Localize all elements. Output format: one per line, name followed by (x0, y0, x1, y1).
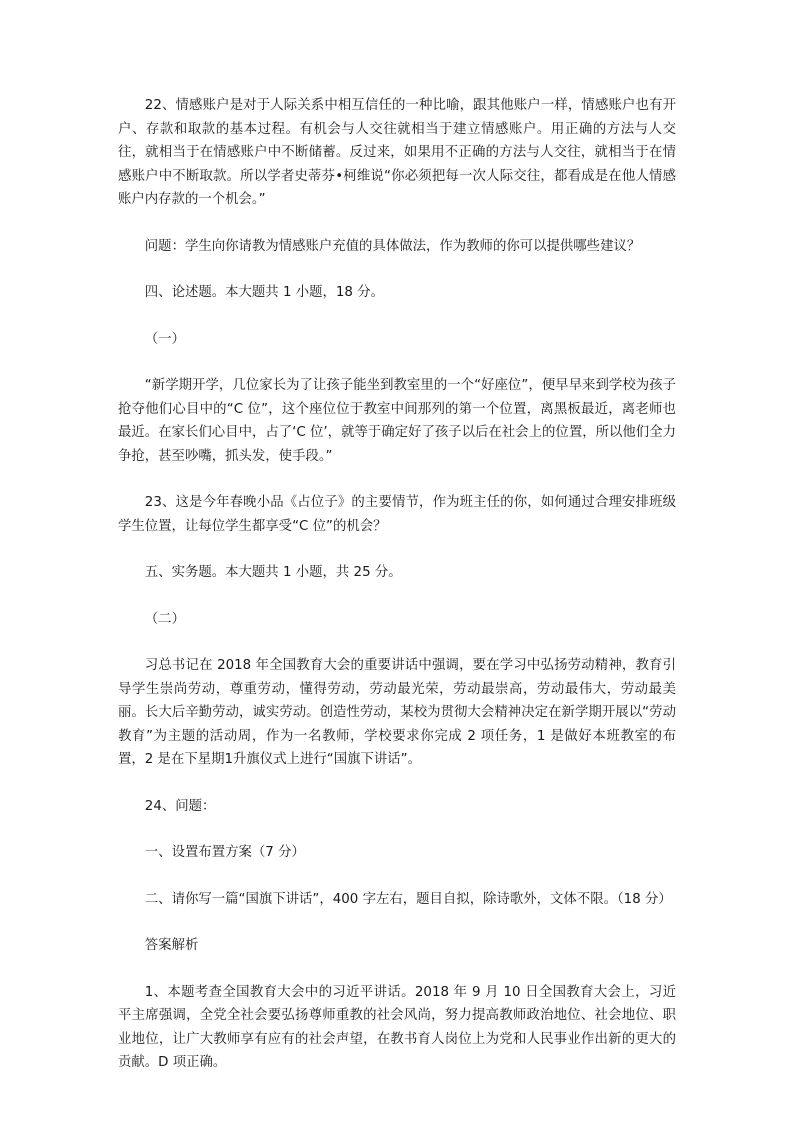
answer-section-heading: 答案解析 (144, 938, 199, 953)
section-5-heading: 五、实务题。本大题共 1 小题，共 25 分。 (144, 565, 402, 580)
question-24-task-2: 二、请你写一篇“国旗下讲话”，400 字左右，题目自拟，除诗歌外，文体不限。（18 分） (144, 891, 672, 907)
answer-1-explanation: 1、本题考查全国教育大会中的习近平讲话。2018 年 9 月 10 日全国教育大会上，习近平主席强调，全党全社会要弘扬尊师重教的社会风尚，努力提高教师政治地位、社会地位、职业地位，让广大教师享有应有的社会声望，在教书育人岗位上为党和人民事业作出新的更大的贡献。D 项正确。 (118, 984, 676, 1070)
question-22-passage: 22、情感账户是对于人际关系中相互信任的一种比喻，跟其他账户一样，情感账户也有开户、存款和取款的基本过程。有机会与人交往就相当于建立情感账户。用正确的方法与人交往，就相当于在情感账户中不断储蓄。反过来，如果用不正确的方法与人交往，就相当于在情感账户中不断取款。所以学者史蒂芬•柯维说“你必须把每一次人际交往，都看成是在他人情感账户内存款的一个机会。” (118, 98, 676, 207)
case-1-label: （一） (144, 331, 185, 347)
case-2-label: （二） (144, 611, 185, 627)
question-24-heading: 24、问题： (144, 798, 216, 814)
section-4-heading: 四、论述题。本大题共 1 小题，18 分。 (144, 285, 384, 300)
question-24-task-1: 一、设置布置方案（7 分） (144, 845, 305, 860)
document-page (118, 94, 676, 1098)
question-23-prompt: 23、这是今年春晚小品《占位子》的主要情节，作为班主任的你，如何通过合理安排班级学生位置，让每位学生都享受“C 位”的机会？ (118, 495, 676, 534)
case-2-passage: 习总书记在 2018 年全国教育大会的重要讲话中强调，要在学习中弘扬劳动精神，教育引导学生崇尚劳动，尊重劳动，懂得劳动，劳动最光荣，劳动最崇高，劳动最伟大，劳动最美丽。长大后辛勤劳动，诚实劳动。创造性劳动，某校为贯彻大会精神决定在新学期开展以“劳动教育”为主题的活动周，作为一名教师，学校要求你完成 2 项任务，1 是做好本班教室的布置，2 是在下星期1升旗仪式上进行“国旗下讲话”。 (118, 658, 676, 767)
case-1-passage: “新学期开学，几位家长为了让孩子能坐到教室里的一个“好座位”，便早早来到学校为孩子抢夺他们心目中的“C 位”，这个座位位于教室中间那列的第一个位置，离黑板最近，离老师也最近。在家长们心目中，占了‘C 位’，就等于确定好了孩子以后在社会上的位置，所以他们全力争抢，甚至吵嘴，抓头发，使手段。” (118, 378, 676, 464)
question-22-prompt: 问题：学生向你请教为情感账户充值的具体做法，作为教师的你可以提供哪些建议？ (144, 238, 641, 254)
